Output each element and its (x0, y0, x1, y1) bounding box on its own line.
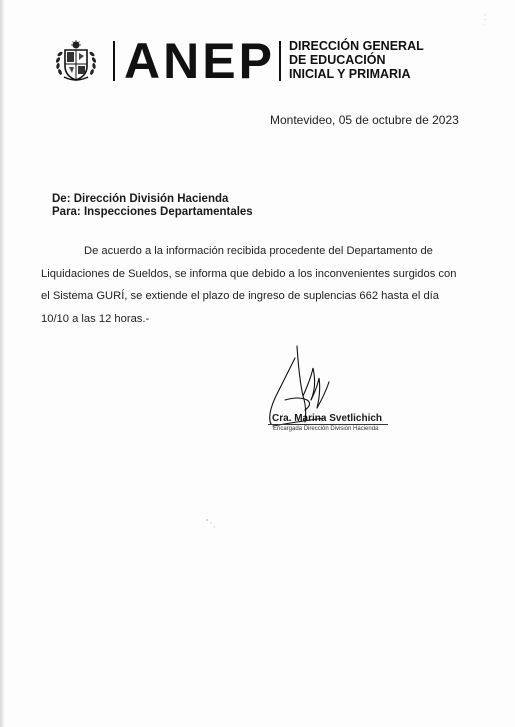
signature-underline (268, 424, 388, 425)
scan-specks (205, 518, 217, 530)
body-line: 10/10 a las 12 horas.- (41, 312, 150, 325)
department-line: DE EDUCACIÓN (289, 53, 386, 67)
recipient-line: Para: Inspecciones Departamentales (52, 206, 253, 218)
department-line: DIRECCIÓN GENERAL (289, 39, 424, 53)
body-line: De acuerdo a la información recibida procedente del Departamento de (84, 245, 433, 257)
signatory-title: Encargada Dirección División Hacienda (273, 426, 379, 432)
sender-line: De: Dirección División Hacienda (52, 193, 229, 205)
department-name (289, 39, 424, 81)
signatory-name: Cra. Marina Svetlichich (272, 413, 383, 424)
department-line: INICIAL Y PRIMARIA (289, 67, 411, 81)
department-separator (279, 41, 281, 81)
coat-of-arms-icon (50, 40, 102, 82)
scan-edge-shadow (0, 0, 5, 727)
logo-separator (113, 41, 115, 81)
body-line: Liquidaciones de Sueldos, se informa que debido a los inconvenientes surgidos con (41, 267, 457, 280)
letter-body (41, 240, 457, 330)
letter-date: Montevideo, 05 de octubre de 2023 (270, 113, 459, 127)
anep-logo-text: ANEP (124, 33, 275, 89)
corner-stamp-mark: ▫ ·· · (484, 12, 487, 27)
body-line: el Sistema GURÍ, se extiende el plazo de ingreso de suplencias 662 hasta el día (41, 290, 440, 302)
